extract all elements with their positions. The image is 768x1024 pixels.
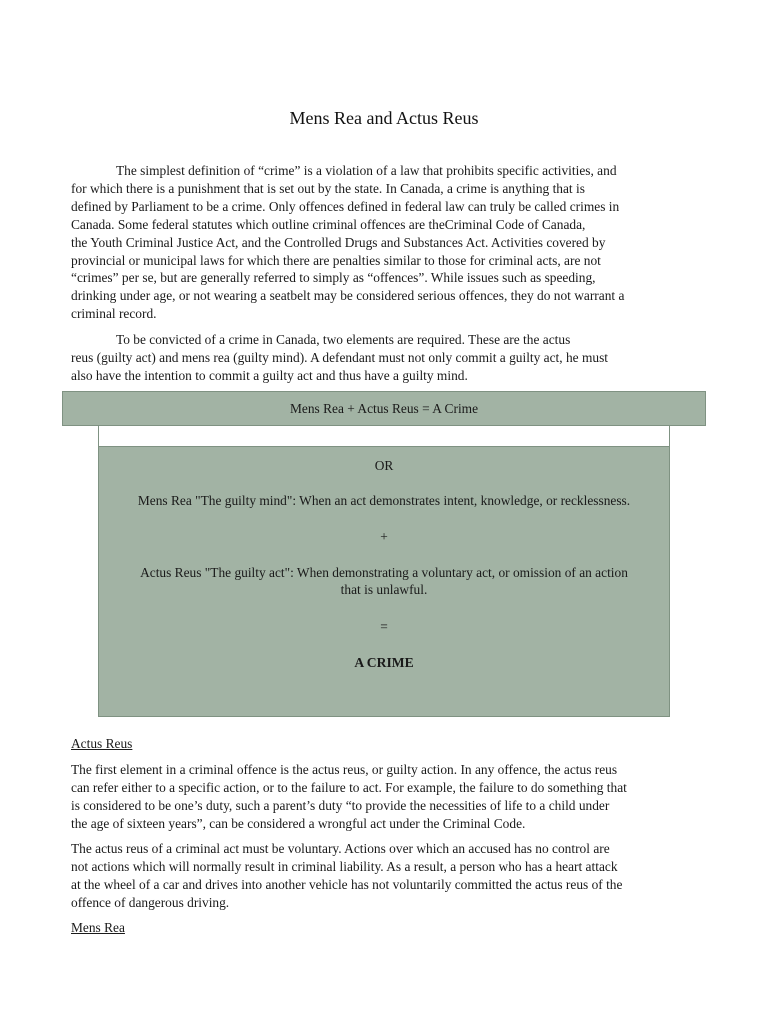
formula-bar: Mens Rea + Actus Reus = A Crime [62,391,706,426]
paragraph-line: offence of dangerous driving. [71,894,230,910]
mens-rea-definition: Mens Rea "The guilty mind": When an act demonstrates intent, knowledge, or recklessness. [137,493,631,508]
elements-paragraph [71,331,701,385]
paragraph-line: reus (guilty act) and mens rea (guilty mind). A defendant must not only commit a guilty act, he must [71,349,609,365]
box-connector-right [669,426,670,446]
voluntary-paragraph [71,840,701,912]
actus-reus-definition [99,564,669,598]
paragraph-line: “crimes” per se, but are generally referred to simply as “offences”. While issues such as speeding, [71,270,596,286]
plus-sign: + [380,529,388,544]
paragraph-line: for which there is a punishment that is set out by the state. In Canada, a crime is anything that is [71,180,585,196]
paragraph-line: To be convicted of a crime in Canada, two elements are required. These are the actus [116,332,571,347]
actus-reus-paragraph [71,761,701,833]
mens-rea-heading: Mens Rea [71,920,125,935]
or-label: OR [374,458,394,473]
intro-paragraph [71,162,701,323]
paragraph-line: also have the intention to commit a guilty act and thus have a guilty mind. [71,367,468,383]
paragraph-line: The first element in a criminal offence is the actus reus, or guilty action. In any offence, the actus reus [71,762,618,777]
crime-result: A CRIME [354,655,414,670]
paragraph-line: the age of sixteen years”, can be considered a wrongful act under the Criminal Code. [71,815,526,831]
box-connector-left [98,426,99,446]
paragraph-line: Canada. Some federal statutes which outline criminal offences are theCriminal Code of Canada, [71,216,586,232]
document-title: Mens Rea and Actus Reus [289,108,479,128]
actus-reus-definition-line: that is unlawful. [340,582,428,597]
paragraph-line: the Youth Criminal Justice Act, and the Controlled Drugs and Substances Act. Activities covered by [71,234,606,250]
actus-reus-definition-line: Actus Reus "The guilty act": When demonstrating a voluntary act, or omission of an action [140,565,628,580]
paragraph-line: is considered to be one’s duty, such a parent’s duty “to provide the necessities of life to a child under [71,797,610,813]
paragraph-line: not actions which will normally result in criminal liability. As a result, a person who has a heart attack [71,858,618,874]
paragraph-line: The actus reus of a criminal act must be voluntary. Actions over which an accused has no control are [71,841,610,856]
paragraph-line: criminal record. [71,306,157,322]
paragraph-line: can refer either to a specific action, or to the failure to act. For example, the failure to do something that [71,779,627,795]
paragraph-line: drinking under age, or not wearing a seatbelt may be considered serious offences, they do not warrant a [71,288,625,304]
actus-reus-heading: Actus Reus [71,736,133,751]
equals-sign: = [380,619,388,634]
definition-box [98,447,670,717]
paragraph-line: provincial or municipal laws for which there are penalties similar to those for criminal acts, are not [71,252,601,268]
paragraph-line: defined by Parliament to be a crime. Only offences defined in federal law can truly be called crimes in [71,198,620,214]
paragraph-line: at the wheel of a car and drives into another vehicle has not voluntarily committed the actus reus of the [71,876,623,892]
paragraph-line: The simplest definition of “crime” is a violation of a law that prohibits specific activities, and [116,163,617,178]
